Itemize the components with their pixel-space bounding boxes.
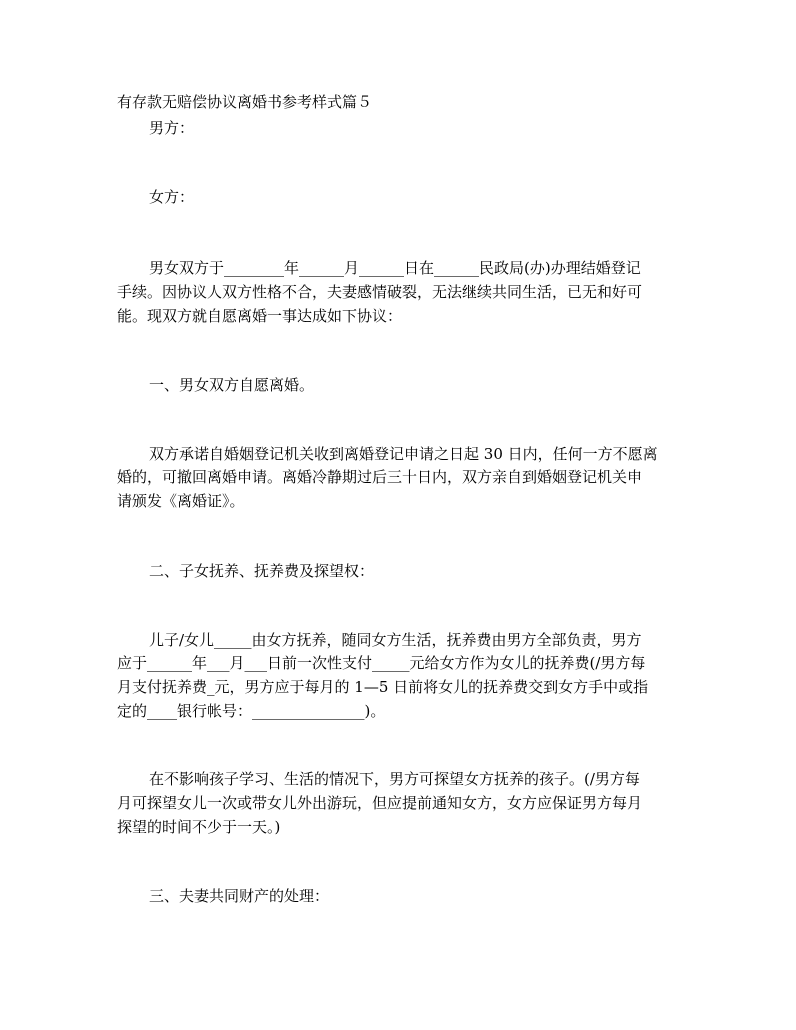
- man-label: 男方：: [149, 119, 195, 137]
- custody-line-1: 儿子/女儿_____由女方抚养，随同女方生活，抚养费由男方全部负责，男方: [149, 631, 642, 649]
- woman-label: 女方：: [149, 188, 195, 206]
- intro-line-3: 能。现双方就自愿离婚一事达成如下协议：: [117, 307, 403, 325]
- visitation-line-1: 在不影响孩子学习、生活的情况下，男方可探望女方抚养的孩子。(/男方每: [149, 770, 640, 788]
- section1-heading: 一、男女双方自愿离婚。: [149, 376, 315, 394]
- visitation-line-3: 探望的时间不少于一天。): [117, 818, 281, 836]
- intro-line-1: 男女双方于________年______月______日在______民政局(办)办理结婚登记: [149, 259, 641, 277]
- document-title: 有存款无赔偿协议离婚书参考样式篇５: [117, 93, 373, 111]
- section1-line-1: 双方承诺自婚姻登记机关收到离婚登记申请之日起 30 日内，任何一方不愿离: [149, 445, 658, 463]
- section1-line-2: 婚的，可撤回离婚申请。离婚冷静期过后三十日内，双方亲自到婚姻登记机关申: [117, 468, 643, 486]
- custody-line-2: 应于______年___月___日前一次性支付_____元给女方作为女儿的抚养费(/男方每: [117, 654, 646, 672]
- section1-line-3: 请颁发《离婚证》。: [117, 492, 245, 510]
- section2-heading: 二、子女抚养、抚养费及探望权：: [149, 562, 375, 580]
- visitation-line-2: 月可探望女儿一次或带女儿外出游玩，但应提前通知女方，女方应保证男方每月: [117, 794, 643, 812]
- section3-heading: 三、夫妻共同财产的处理：: [149, 887, 330, 905]
- custody-line-4: 定的____银行帐号：_______________)。: [117, 702, 386, 720]
- custody-line-3: 月支付抚养费_元，男方应于每月的 1—5 日前将女儿的抚养费交到女方手中或指: [117, 678, 649, 696]
- intro-line-2: 手续。因协议人双方性格不合，夫妻感情破裂，无法继续共同生活，已无和好可: [117, 283, 643, 301]
